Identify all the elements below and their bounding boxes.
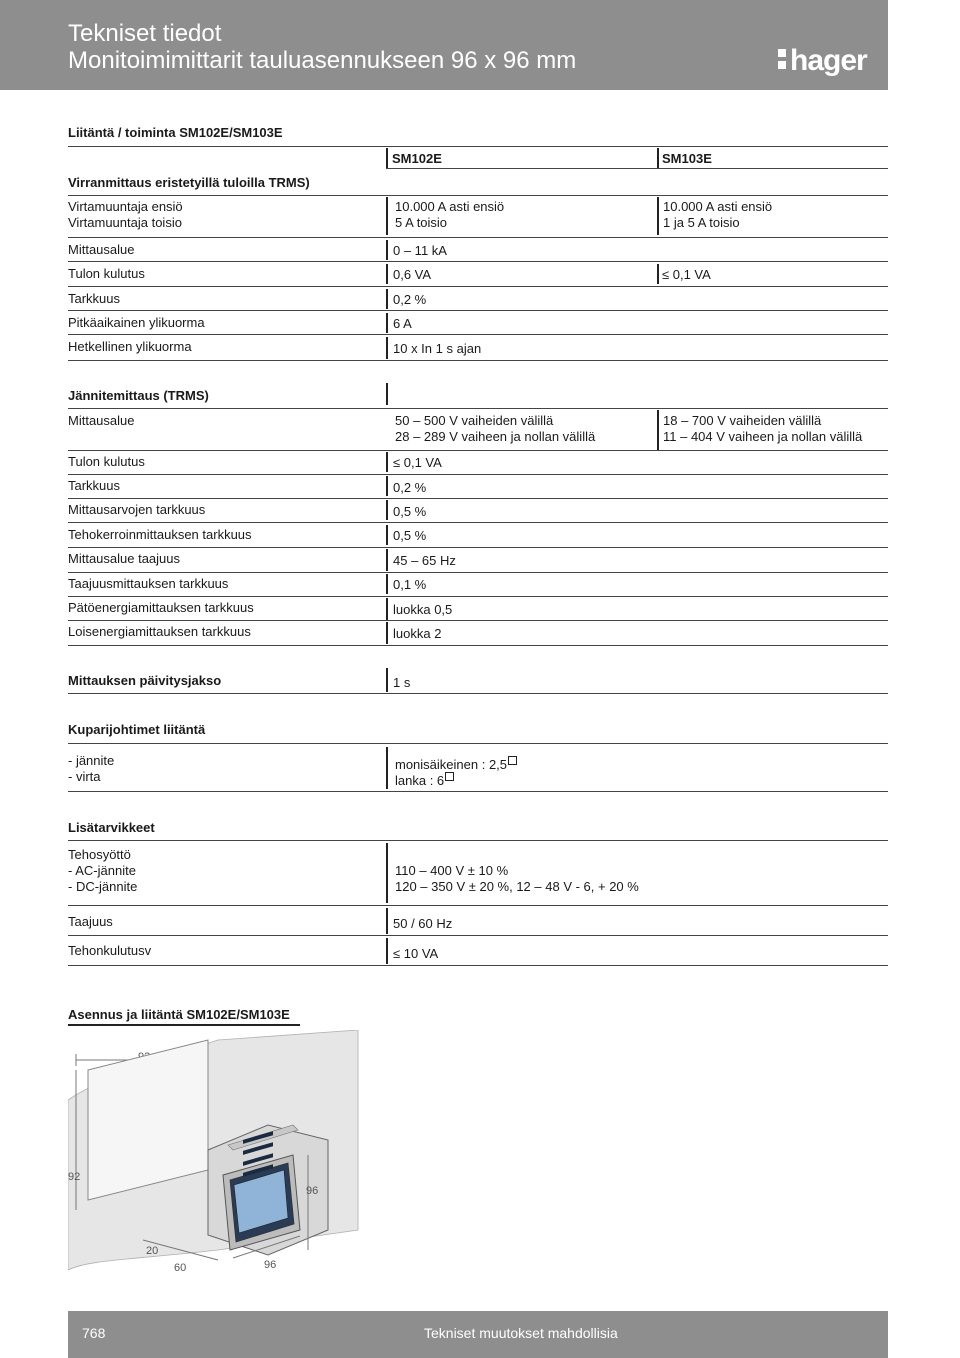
divider [68, 310, 888, 311]
row-value: 10.000 A asti ensiö [663, 199, 773, 214]
logo-mark-icon [778, 43, 788, 73]
divider [68, 1024, 300, 1026]
row-label: Pätöenergiamittauksen tarkkuus [68, 600, 254, 615]
row-value: 0,2 % [393, 292, 427, 307]
column-marker [386, 197, 388, 235]
row-value: 1 ja 5 A toisio [663, 215, 740, 230]
row-value: 18 – 700 V vaiheiden välillä [663, 413, 822, 428]
column-marker [386, 549, 388, 571]
row-value: 0,5 % [393, 528, 427, 543]
row-value: 5 A toisio [395, 215, 448, 230]
row-value: 10 x In 1 s ajan [393, 341, 482, 356]
column-marker [386, 264, 388, 284]
column-marker [657, 410, 659, 450]
row-label: Tehonkulutusv [68, 943, 152, 958]
column-marker [386, 747, 388, 789]
row-value: ≤ 0,1 VA [662, 267, 711, 282]
mounting-diagram [68, 1030, 368, 1280]
row-label: Tehokerroinmittauksen tarkkuus [68, 527, 252, 542]
section-title-connection: Liitäntä / toiminta SM102E/SM103E [68, 125, 283, 140]
row-label: Mittausalue [68, 413, 135, 428]
square-icon [508, 756, 517, 765]
column-header-sm103e: SM103E [662, 151, 712, 166]
row-label: Mittausalue [68, 242, 135, 257]
row-label: - jännite [68, 753, 115, 768]
subsection-title-current: Virranmittaus eristetyillä tuloilla TRMS) [68, 175, 310, 190]
row-label: Tarkkuus [68, 291, 121, 306]
dim-60: 60 [174, 1262, 187, 1274]
column-marker [386, 598, 388, 620]
page-number: 768 [82, 1325, 106, 1341]
section-title-accessories: Lisätarvikkeet [68, 820, 155, 835]
divider [68, 840, 888, 841]
row-value: 28 – 289 V vaiheen ja nollan välillä [395, 429, 596, 444]
brand-logo [778, 40, 867, 78]
row-value: 6 A [393, 316, 412, 331]
row-value: 11 – 404 V vaiheen ja nollan välillä [663, 429, 863, 444]
row-value: 0,2 % [393, 480, 427, 495]
divider [68, 645, 888, 646]
dim-20: 20 [146, 1245, 159, 1257]
row-label: Tehosyöttö [68, 847, 131, 862]
page-subtitle: Monitoimimittarit tauluasennukseen 96 x 96 mm [68, 47, 577, 74]
row-label: - DC-jännite [68, 879, 138, 894]
footer-note: Tekniset muutokset mahdollisia [424, 1325, 618, 1341]
page-footer [68, 1311, 888, 1358]
section-title-voltage: Jännitemittaus (TRMS) [68, 388, 209, 403]
dim-96-right: 96 [306, 1185, 319, 1197]
row-label: Tarkkuus [68, 478, 121, 493]
divider [68, 498, 888, 499]
row-label: Hetkellinen ylikuorma [68, 339, 192, 354]
column-marker [386, 500, 388, 520]
divider [386, 168, 888, 169]
column-marker [386, 938, 388, 964]
row-label: Taajuus [68, 914, 113, 929]
column-marker [386, 668, 388, 692]
wire-solid-value: lanka : 6 [395, 773, 445, 788]
row-value: luokka 2 [393, 626, 442, 641]
row-value: 50 – 500 V vaiheiden välillä [395, 413, 554, 428]
row-value: 0,5 % [393, 504, 427, 519]
divider [68, 791, 888, 792]
column-marker [386, 476, 388, 496]
row-value: 110 – 400 V ± 10 % [395, 863, 509, 878]
column-marker [386, 289, 388, 309]
divider [68, 547, 888, 548]
row-label: Pitkäaikainen ylikuorma [68, 315, 205, 330]
row-value: 0,1 % [393, 577, 427, 592]
divider [68, 408, 888, 409]
divider [68, 572, 888, 573]
wire-multistrand-value: monisäikeinen : 2,5 [395, 757, 508, 772]
column-header-sm102e: SM102E [392, 151, 442, 166]
divider [68, 146, 888, 147]
page-title: Tekniset tiedot [68, 20, 222, 47]
column-marker [386, 908, 388, 934]
divider [68, 693, 888, 694]
divider [68, 522, 888, 523]
column-marker [386, 622, 388, 644]
row-label: - AC-jännite [68, 863, 136, 878]
column-marker [386, 337, 388, 359]
column-marker [386, 525, 388, 545]
column-marker [386, 843, 388, 903]
divider [68, 935, 888, 936]
column-marker [386, 452, 388, 472]
row-value: ≤ 0,1 VA [393, 455, 442, 470]
row-value: 0 – 11 kA [393, 243, 447, 258]
divider [68, 905, 888, 906]
row-value: ≤ 10 VA [393, 946, 439, 961]
row-label: Tulon kulutus [68, 266, 145, 281]
row-value: 120 – 350 V ± 20 %, 12 – 48 V - 6, + 20 % [395, 879, 639, 894]
column-marker [657, 148, 659, 168]
divider [68, 596, 888, 597]
row-value [395, 773, 454, 789]
row-label: Taajuusmittauksen tarkkuus [68, 576, 229, 591]
row-label: Loisenergiamittauksen tarkkuus [68, 624, 251, 639]
column-marker [386, 148, 388, 168]
row-value: 50 / 60 Hz [393, 916, 453, 931]
row-value [395, 757, 517, 773]
page-header [0, 0, 888, 90]
update-interval-value: 1 s [393, 675, 411, 690]
row-value: luokka 0,5 [393, 602, 453, 617]
row-label: Tulon kulutus [68, 454, 145, 469]
divider [68, 195, 888, 196]
row-value: 45 – 65 Hz [393, 553, 456, 568]
dim-96-bottom: 96 [264, 1259, 277, 1271]
square-icon [445, 772, 454, 781]
section-title-copper: Kuparijohtimet liitäntä [68, 722, 206, 737]
divider [68, 450, 888, 451]
column-marker [386, 240, 388, 260]
divider [68, 474, 888, 475]
divider [68, 286, 888, 287]
divider [68, 620, 888, 621]
divider [68, 261, 888, 262]
row-label: Virtamuuntaja toisio [68, 215, 182, 230]
installation-drawing [68, 1030, 368, 1280]
row-label: Mittausarvojen tarkkuus [68, 502, 206, 517]
dim-92-left: 92 [68, 1171, 81, 1183]
divider [68, 334, 888, 335]
column-marker [386, 574, 388, 594]
column-marker [657, 197, 659, 235]
divider [68, 237, 888, 238]
divider [68, 360, 888, 361]
column-marker [386, 383, 388, 405]
column-marker [386, 313, 388, 333]
section-title-installation: Asennus ja liitäntä SM102E/SM103E [68, 1007, 290, 1022]
divider [68, 965, 888, 966]
row-value: 10.000 A asti ensiö [395, 199, 505, 214]
row-label: Virtamuuntaja ensiö [68, 199, 183, 214]
section-title-update: Mittauksen päivitysjakso [68, 673, 222, 688]
column-marker [657, 264, 659, 284]
row-value: 0,6 VA [393, 267, 432, 282]
divider [68, 743, 888, 744]
row-label: Mittausalue taajuus [68, 551, 181, 566]
brand-name: hager [790, 44, 867, 77]
row-label: - virta [68, 769, 101, 784]
